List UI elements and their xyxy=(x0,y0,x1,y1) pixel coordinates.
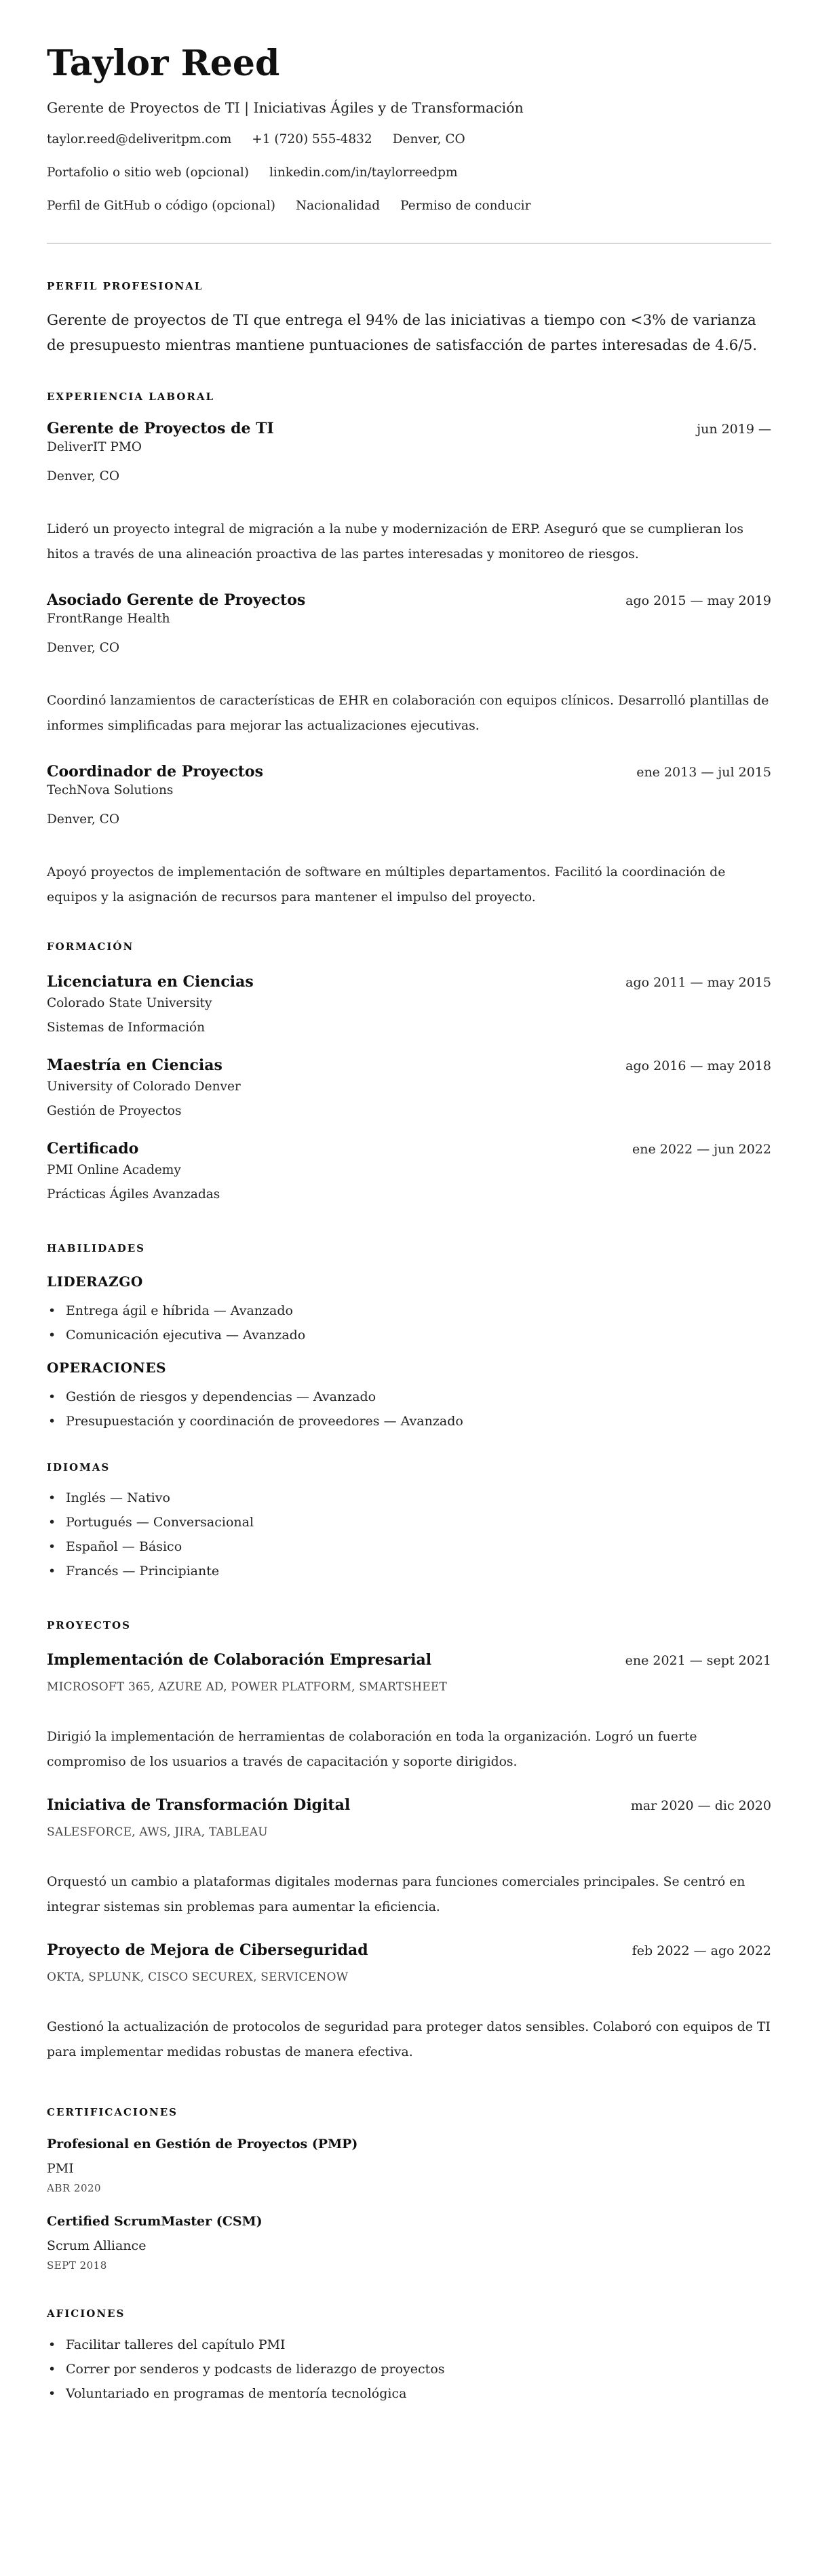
section-heading-summary: PERFIL PROFESIONAL xyxy=(47,280,204,292)
job-description: Coordinó lanzamientos de características de EHR en colaboración con equipos clínicos. Desarrolló plantillas de informes simplificadas para mejorar las actualizaciones ejecutivas. xyxy=(47,694,769,733)
entry-header xyxy=(47,1650,771,1670)
project-description: Gestionó la actualización de protocolos de seguridad para proteger datos sensibles. Colaboró con equipos de TI para implementar medidas robustas de manera efectiva. xyxy=(47,2020,771,2059)
experience-entry xyxy=(47,418,771,567)
divider xyxy=(47,243,771,244)
experience-entry xyxy=(47,761,771,910)
section-heading-projects: PROYECTOS xyxy=(47,1619,131,1631)
section-heading-languages: IDIOMAS xyxy=(47,1461,111,1473)
education-dates: ago 2011 — may 2015 xyxy=(625,975,771,990)
project-technologies: OKTA, SPLUNK, CISCO SECUREX, SERVICENOW xyxy=(47,1970,349,1984)
linkedin-link[interactable]: linkedin.com/in/taylorreedpm xyxy=(269,165,458,180)
entry-header xyxy=(47,1940,771,1960)
field-of-study: Prácticas Ágiles Avanzadas xyxy=(47,1187,220,1202)
job-title: Gerente de Proyectos de TI xyxy=(47,420,274,437)
job-location: Denver, CO xyxy=(47,469,119,483)
hobby-item: • Correr por senderos y podcasts de liderazgo de proyectos xyxy=(47,2357,771,2381)
skill-group-title: LIDERAZGO xyxy=(47,1273,143,1290)
section-heading-certifications: CERTIFICACIONES xyxy=(47,2106,178,2118)
project-technologies: SALESFORCE, AWS, JIRA, TABLEAU xyxy=(47,1825,268,1839)
language-item: • Español — Básico xyxy=(47,1534,771,1559)
hobby-item: • Voluntariado en programas de mentoría tecnológica xyxy=(47,2381,771,2406)
contact-row xyxy=(47,130,771,149)
language-item: • Francés — Principiante xyxy=(47,1559,771,1583)
job-location: Denver, CO xyxy=(47,641,119,655)
entry-header xyxy=(47,590,771,610)
project-dates: mar 2020 — dic 2020 xyxy=(630,1798,771,1813)
education-dates: ene 2022 — jun 2022 xyxy=(632,1142,771,1157)
certification-date: ABR 2020 xyxy=(47,2182,102,2194)
school-name: PMI Online Academy xyxy=(47,1163,181,1177)
certification-entry xyxy=(47,2212,771,2273)
section-heading-skills: HABILIDADES xyxy=(47,1242,145,1254)
project-entry xyxy=(47,1940,771,2065)
portfolio-link[interactable]: Portafolio o sitio web (opcional) xyxy=(47,165,249,180)
skill-list xyxy=(47,1299,771,1347)
project-dates: ene 2021 — sept 2021 xyxy=(625,1653,771,1668)
job-title: Coordinador de Proyectos xyxy=(47,763,263,780)
section-heading-education: FORMACIÓN xyxy=(47,940,134,953)
skill-item: • Gestión de riesgos y dependencias — Avanzado xyxy=(47,1385,771,1409)
language-item: • Inglés — Nativo xyxy=(47,1486,771,1510)
summary-text: Gerente de proyectos de TI que entrega el 94% de las iniciativas a tiempo con <3% de varianza de presupuesto mientras mantiene puntuaciones de satisfacción de partes interesadas de 4.6/5. xyxy=(47,312,758,354)
driving-license: Permiso de conducir xyxy=(400,199,531,213)
company-name: TechNova Solutions xyxy=(47,783,174,797)
certification-entry xyxy=(47,2135,771,2196)
certification-title: Certified ScrumMaster (CSM) xyxy=(47,2214,263,2229)
project-entry xyxy=(47,1650,771,1775)
project-title: Proyecto de Mejora de Ciberseguridad xyxy=(47,1941,368,1959)
job-description: Apoyó proyectos de implementación de software en múltiples departamentos. Facilitó la coordinación de equipos y la asignación de recursos para mantener el impulso del proyecto. xyxy=(47,865,726,905)
email-link[interactable]: taylor.reed@deliveritpm.com xyxy=(47,132,232,146)
skill-item: • Presupuestación y coordinación de proveedores — Avanzado xyxy=(47,1409,771,1433)
project-title: Implementación de Colaboración Empresarial xyxy=(47,1651,432,1669)
project-dates: feb 2022 — ago 2022 xyxy=(632,1943,771,1958)
skill-group-title: OPERACIONES xyxy=(47,1360,167,1376)
degree: Maestría en Ciencias xyxy=(47,1056,222,1074)
location: Denver, CO xyxy=(392,132,465,146)
section-heading-experience: EXPERIENCIA LABORAL xyxy=(47,391,215,403)
education-entry xyxy=(47,972,771,1037)
job-dates: ene 2013 — jul 2015 xyxy=(636,765,771,780)
project-description: Dirigió la implementación de herramientas de colaboración en toda la organización. Logró un fuerte compromiso de los usuarios a través de capacitación y soporte dirigidos. xyxy=(47,1730,697,1769)
job-description: Lideró un proyecto integral de migración a la nube y modernización de ERP. Aseguró que se cumplieran los hitos a través de una alineación proactiva de las partes interesadas y monitoreo de riesgos. xyxy=(47,522,744,561)
entry-header xyxy=(47,1138,771,1159)
certification-issuer: Scrum Alliance xyxy=(47,2238,147,2253)
entry-header xyxy=(47,418,771,439)
job-title: Asociado Gerente de Proyectos xyxy=(47,591,306,609)
school-name: Colorado State University xyxy=(47,996,212,1010)
language-item: • Portugués — Conversacional xyxy=(47,1510,771,1534)
certification-date: SEPT 2018 xyxy=(47,2259,107,2272)
certification-issuer: PMI xyxy=(47,2161,74,2176)
experience-entry xyxy=(47,590,771,738)
entry-header xyxy=(47,1055,771,1075)
section-heading-hobbies: AFICIONES xyxy=(47,2307,125,2320)
field-of-study: Gestión de Proyectos xyxy=(47,1104,182,1118)
phone: +1 (720) 555-4832 xyxy=(252,132,372,146)
degree: Certificado xyxy=(47,1140,139,1157)
degree: Licenciatura en Ciencias xyxy=(47,973,254,991)
hobby-item: • Facilitar talleres del capítulo PMI xyxy=(47,2333,771,2357)
skill-item: • Entrega ágil e híbrida — Avanzado xyxy=(47,1299,771,1323)
contact-row xyxy=(47,163,771,182)
project-entry xyxy=(47,1795,771,1920)
education-dates: ago 2016 — may 2018 xyxy=(625,1058,771,1073)
job-dates: jun 2019 — xyxy=(697,422,771,437)
company-name: DeliverIT PMO xyxy=(47,440,142,454)
project-description: Orquestó un cambio a plataformas digitales modernas para funciones comerciales principales. Se centró en integrar sistemas sin problemas para aumentar la eficiencia. xyxy=(47,1875,745,1914)
github-link[interactable]: Perfil de GitHub o código (opcional) xyxy=(47,199,275,213)
education-entry xyxy=(47,1138,771,1204)
headline: Gerente de Proyectos de TI | Iniciativas Ágiles y de Transformación xyxy=(47,100,524,116)
contact-row xyxy=(47,197,771,216)
skill-list xyxy=(47,1385,771,1433)
candidate-name: Taylor Reed xyxy=(47,43,280,84)
school-name: University of Colorado Denver xyxy=(47,1079,241,1094)
entry-header xyxy=(47,761,771,782)
field-of-study: Sistemas de Información xyxy=(47,1021,206,1035)
nationality: Nacionalidad xyxy=(295,199,381,213)
certification-title: Profesional en Gestión de Proyectos (PMP) xyxy=(47,2137,358,2152)
skill-item: • Comunicación ejecutiva — Avanzado xyxy=(47,1323,771,1347)
job-dates: ago 2015 — may 2019 xyxy=(625,593,771,608)
project-technologies: MICROSOFT 365, AZURE AD, POWER PLATFORM, SMARTSHEET xyxy=(47,1680,448,1694)
entry-header xyxy=(47,1795,771,1815)
resume xyxy=(47,0,771,2406)
project-title: Iniciativa de Transformación Digital xyxy=(47,1796,351,1814)
education-entry xyxy=(47,1055,771,1120)
job-location: Denver, CO xyxy=(47,812,119,827)
company-name: FrontRange Health xyxy=(47,612,170,626)
entry-header xyxy=(47,972,771,992)
